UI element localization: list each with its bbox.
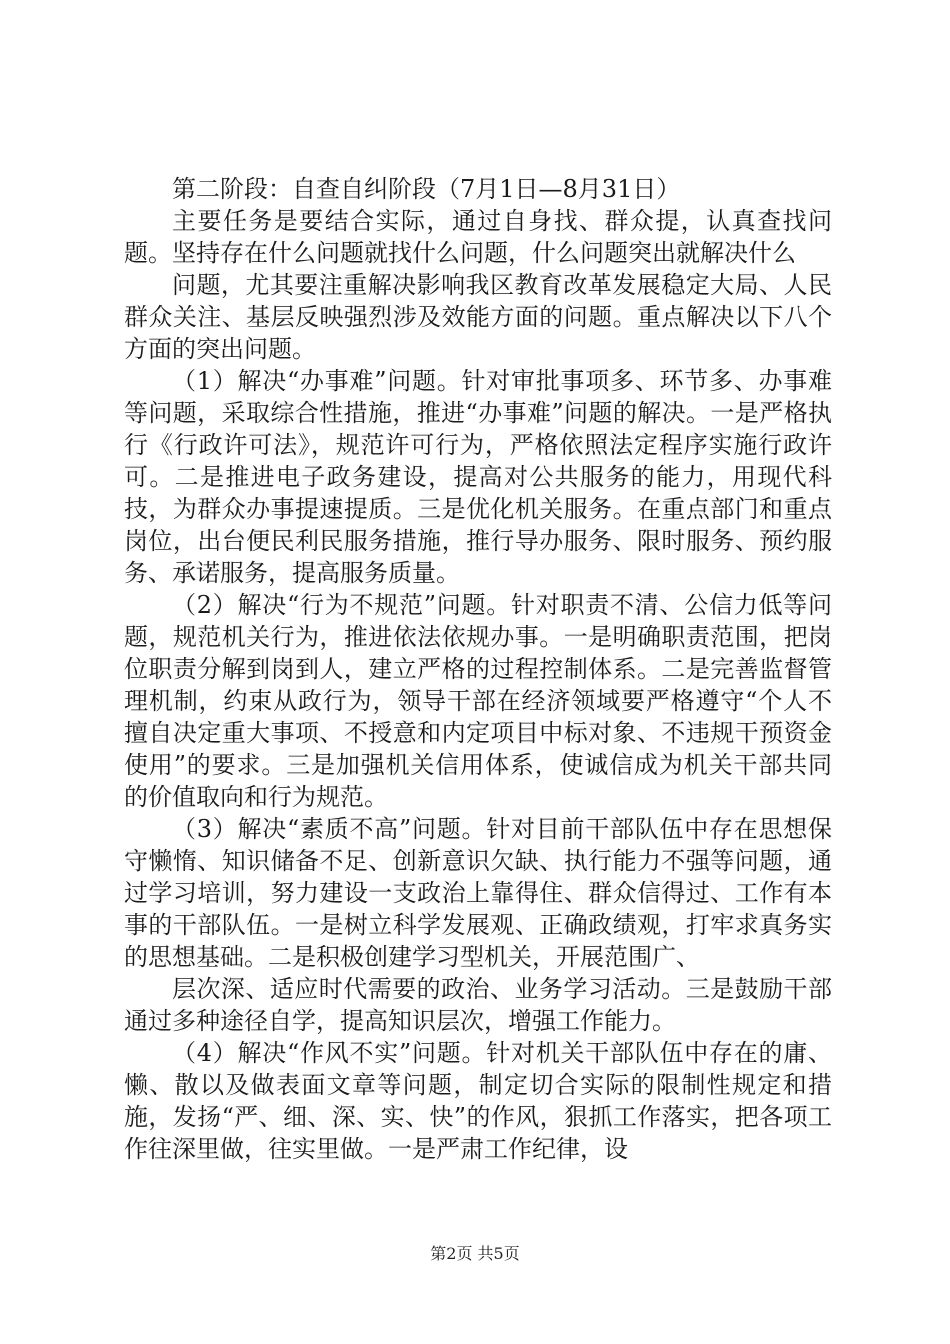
paragraph-stage-heading: 第二阶段：自查自纠阶段（7月1日—8月31日） (172, 175, 681, 203)
page-number-footer: 第2页 共5页 (430, 1244, 520, 1263)
paragraph-problems: 问题，尤其要注重解决影响我区教育改革发展稳定大局、人民群众关注、基层反映强烈涉及效能方面的问题。重点解决以下八个方面的突出问题。 (124, 271, 832, 363)
paragraph-item-1: （1）解决“办事难”问题。针对审批事项多、环节多、办事难等问题，采取综合性措施，推进“办事难”问题的解决。一是严格执行《行政许可法》，规范许可行为，严格依照法定程序实施行政许可。二是推进电子政务建设，提高对公共服务的能力，用现代科技，为群众办事提速提质。三是优化机关服务。在重点部门和重点岗位，出台便民利民服务措施，推行导办服务、限时服务、预约服务、承诺服务，提高服务质量。 (124, 367, 832, 587)
paragraph-item-2: （2）解决“行为不规范”问题。针对职责不清、公信力低等问题，规范机关行为，推进依法依规办事。一是明确职责范围，把岗位职责分解到岗到人，建立严格的过程控制体系。二是完善监督管理机制，约束从政行为，领导干部在经济领域要严格遵守“个人不擅自决定重大事项、不授意和内定项目中标对象、不违规干预资金使用”的要求。三是加强机关信用体系，使诚信成为机关干部共同的价值取向和行为规范。 (124, 591, 832, 811)
document-body (124, 173, 832, 1165)
paragraph-main-task: 主要任务是要结合实际，通过自身找、群众提，认真查找问题。坚持存在什么问题就找什么问题，什么问题突出就解决什么 (124, 207, 832, 267)
paragraph-item-3: （3）解决“素质不高”问题。针对目前干部队伍中存在思想保守懒惰、知识储备不足、创新意识欠缺、执行能力不强等问题，通过学习培训，努力建设一支政治上靠得住、群众信得过、工作有本事的干部队伍。一是树立科学发展观、正确政绩观，打牢求真务实的思想基础。二是积极创建学习型机关，开展范围广、 (124, 815, 832, 971)
paragraph-item-4: （4）解决“作风不实”问题。针对机关干部队伍中存在的庸、懒、散以及做表面文章等问题，制定切合实际的限制性规定和措施，发扬“严、细、深、实、快”的作风，狠抓工作落实，把各项工作往深里做，往实里做。一是严肃工作纪律，设 (124, 1039, 832, 1163)
paragraph-item-3-continued: 层次深、适应时代需要的政治、业务学习活动。三是鼓励干部通过多种途径自学，提高知识层次，增强工作能力。 (124, 975, 832, 1035)
